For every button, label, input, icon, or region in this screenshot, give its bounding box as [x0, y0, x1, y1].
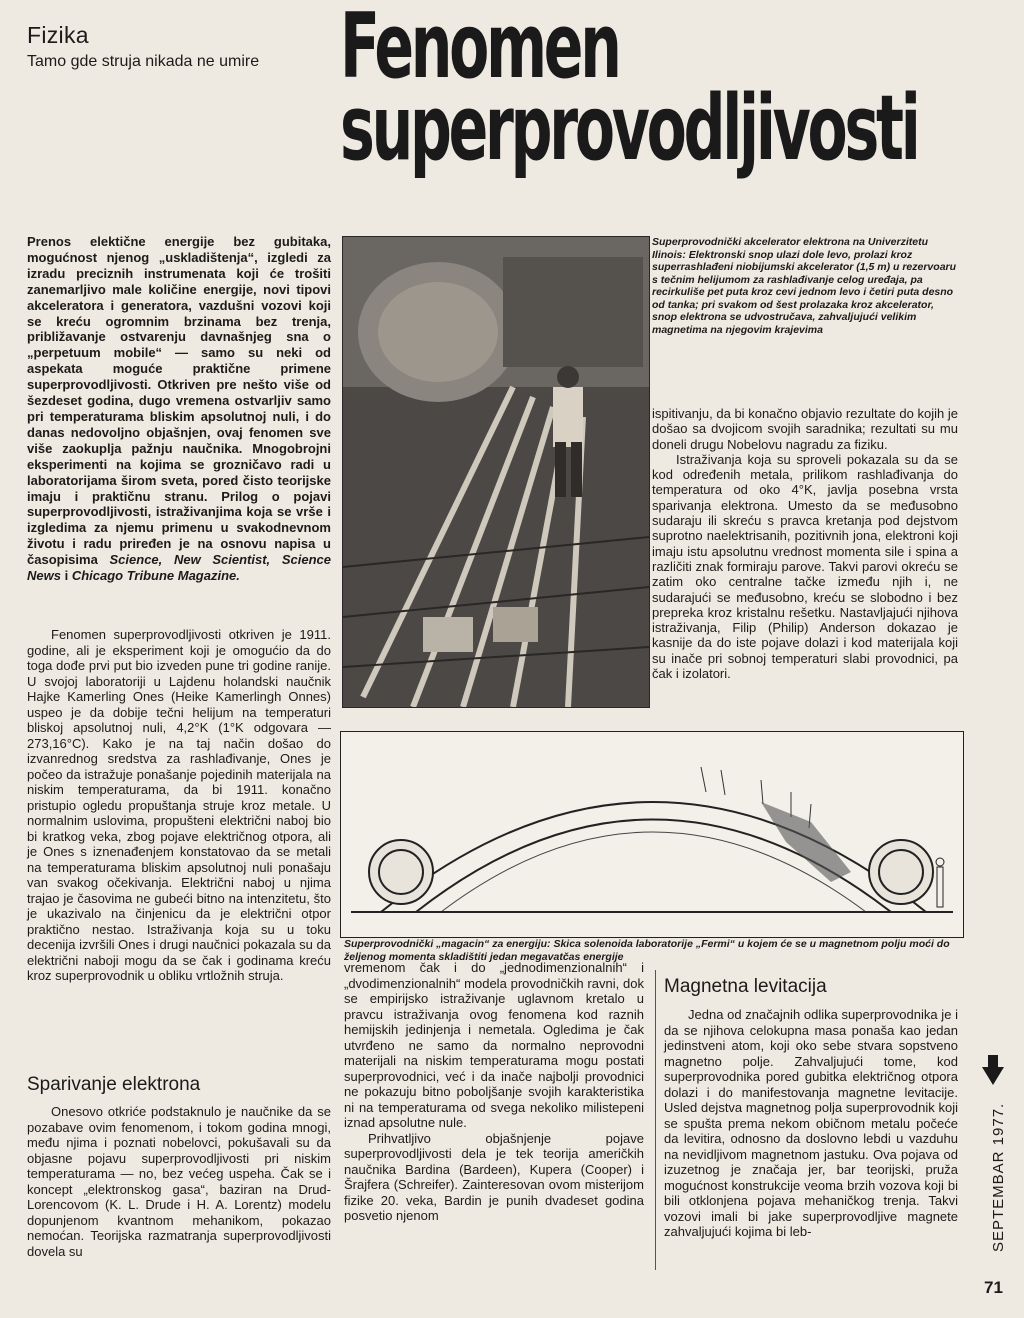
page-number: 71 [984, 1278, 1003, 1297]
headline-line-1: Fenomen [340, 0, 619, 99]
body-paragraph: Prihvatljivo objašnjenje pojave superprovodljivosti dela je tek teorija američkih naučnika Bardina (Bardeen), Kupera (Cooper) i Šrajfera (Schreifer). Zainteresovan ovom misterijom fizike 20. veka, Bardin je punih dvadeset godina posvetio njenom [344, 1130, 644, 1223]
subhead-sparivanje: Sparivanje elektrona [27, 1074, 201, 1095]
headline-line-2: superprovodljivosti [340, 76, 918, 181]
body-paragraph: ispitivanju, da bi konačno objavio rezultate do kojih je došao sa dvojicom svojih saradnika; rezultati su mu doneli drugu Nobelovu nagradu za fiziku. [652, 406, 958, 452]
body-paragraph: Jedna od značajnih odlika superprovodnika je i da se njihova celokupna masa ponaša kao jedan jedinstveni atom, koji oko sebe stvara sopstveno magnetno polje. Zahvaljujući tome, kod superprovodnika pored gubitka električnog otpora dolazi i do manifestovanja magnetne levitacije. Usled dejstva magnetnog polja superprovodnik koji se spušta prema nekom običnom metalu počeće da levitira, odnosno da doslovno lebdi u vazduhu na nevidljivom magnetnom jastuku. Ova pojava od izuzetnog je značaja jer, bar teorijski, pruža mogućnost konstrukcije veoma brzih vozova koji bi bili otklonjena pojava mehaničkog trenja. Takvi vozovi imali bi jake superprovodljive magnete zahvaljujući kojima bi leb- [664, 1007, 958, 1239]
solenoid-diagram [340, 731, 964, 938]
subhead-magnetna: Magnetna levitacija [664, 976, 827, 997]
body-sparivanje [27, 1104, 331, 1259]
body-paragraph: Istraživanja koja su sproveli pokazala su da se kod određenih metala, prilikom rashlađivanja do temperatura od oko 4°K, javlja posebna vrsta sparivanja elektrona. Umesto da se međusobno sudaraju ili skreću s pravca kretanja pod dejstvom suprotno naelektrisanih, pozitivnih jona, elektroni koji imaju istu apsolutnu vrednost momenta sile i spina a različiti znak formiraju parove. Takvi parovi okreću se zatim oko centralne tačke između njih i, ne sudarajući se međusobno, kreću se slobodno i bez prepreka kroz kristalnu rešetku. Nastavljajući njihova istraživanja, Filip (Philip) Anderson dokazao je kasnije da do iste pojave dolazi i kod materijala koji su inače pri sobnoj temperaturi slabi provodnici, pa čak i izolatori. [652, 451, 958, 682]
body-paragraph: vremenom čak i do „jednodimenzionalnih“ i „dvodimenzionalnih“ modela provodničkih ravni, dok se empirijsko istraživanje uglavnom kretalo u pravcu istraživanja ovog fenomena kod raznih hemijskih jedinjenja i nemetala. Ogledima je čak utvrđeno ne samo da normalno neprovodni materijali na niskim temperaturama mogu postati superprovodnici, već i da inače najbolji provodnici ne pokazuju bitno poboljšanje svojih karakteristika ni na temperaturama od svega nekoliko milistepeni iznad apsolutne nule. [344, 960, 644, 1130]
issue-date-text: SEPTEMBAR 1977. [990, 1102, 1007, 1252]
solenoid-diagram-image [341, 732, 963, 937]
body-paragraph: Fenomen superprovodljivosti otkriven je 1911. godine, ali je eksperiment koji je omogućio da do toga dođe prvi put bio izveden pune tri godine ranije. U svojoj laboratoriji u Lajdenu holandski naučnik Hajke Kamerling Ones (Heike Kamerlingh Onnes) uspeo je da dobije tečni helijum na temperaturi bliskoj apsolutnoj nuli, 4,2°K (1°K odgovara — 273,16°C). Kako je na taj način došao do izvanrednog sredstva za rashlađivanje, Ones je počeo da istražuje ponašanje pojedinih materijala na niskim temperaturama, da bi 1911. konačno pristupio ogledu propuštanja struje kroz metale. U normalnim uslovima, propušteni električni naboj bio bi kratkog veka, zbog pojave električnog otpora, ali je Ones s iznenađenjem konstatovao da se metali na temperaturama bliskim apsolutnoj nuli ponašaju van svakog očekivanja. Električni naboj u njima trajao je časovima ne gubeći bitno na intenzitetu, što je ukazivalo na činjenicu da je električni otpor praktično nestao. Istraživanja koja su u toku decenija izvršili Ones i drugi naučnici pokazala su da električni naboji mogu da se čak i godinama kreću kroz superprovodnik u obliku vrtložnih struja. [27, 627, 331, 983]
body-middle [344, 960, 644, 1224]
intro-source-last: Chicago Tribune Magazine. [71, 568, 240, 584]
intro-paragraph [27, 234, 331, 584]
body-right [652, 406, 958, 681]
accelerator-photo-image [343, 237, 649, 707]
intro-and: i [60, 568, 72, 584]
kicker: Tamo gde struja nikada ne umire [27, 53, 260, 70]
diagram-caption: Superprovodnički „magacin“ za energiju: Skica solenoida laboratorije „Fermi“ u kojem će se u magnetnom polju moći do željenog momenta skladištiti jedan megavatčas energije [344, 938, 950, 963]
intro-sources: Science, New Scientist, Science News [27, 552, 331, 584]
body-left [27, 627, 331, 984]
column-rule [655, 970, 656, 1270]
intro-text: Prenos elektične energije bez gubitaka, mogućnost njenog „uskladištenja“, izgledi za izradu preciznih instrumenata koji će trošiti zanemarljivo male količine energije, novi tipovi akceleratora i generatora, vazdušni vozovi koji se kreću ogromnim brzinama bez trenja, približavanje ostvarenju davnašnjeg sna o „perpetuum mobile“ — samo su neki od aspekata moguće praktične primene superprovodljivosti. Otkriven pre nešto više od šezdeset godina, dugo vremena ostvarljiv samo pri temperaturama bliskim apsolutnoj nuli, i do danas nedovoljno objašnjen, ovaj fenomen sve više zaokuplja pažnju naučnika. Mnogobrojni eksperimenti na kojima se grozničavo radi u laboratorijama širom sveta, pored čisto teorijske imaju i praktičnu stranu. Prilog o pojavi superprovodljivosti, istraživanjima koja se vrše i izgledima za njemu primenu u svakodnevnom životu i radu priređen je na osnovu napisa u časopisima [27, 234, 331, 568]
headline [340, 0, 918, 181]
section-label: Fizika [27, 22, 89, 48]
photo-caption: Superprovodnički akcelerator elektrona na Univerzitetu Ilinois: Elektronski snop ulazi dole levo, prolazi kroz superrashlađeni niobijumski akcelerator (1,5 m) u rezervoaru s tečnim helijumom za rashlađivanje celog uređaja, pa recirkuliše pet puta kroz cevi jednom levo i četiri puta desno od tanka; pri svakom od šest prolazaka kroz akcelerator, snop elektrona se udvostručava, zahvaljujući velikim magnetima na njegovim krajevima [652, 236, 957, 336]
body-paragraph: Onesovo otkriće podstaknulo je naučnike da se pozabave ovim fenomenom, i tokom godina mnogi, među njima i poznati nobelovci, pokušavali su da objasne pojavu superprovodljivosti pri niskim temperaturama — no, bez većeg uspeha. Čak se i koncept „elektronskog gasa“, baziran na Drud-Lorencovom (K. L. Drude i H. A. Lorentz) modelu dopunjenom kvantnom mehanikom, pokazao nemoćan. Teorijska razmatranja superprovodljivosti dovela su [27, 1104, 331, 1259]
body-magnetna [664, 1007, 958, 1240]
accelerator-photo [342, 236, 650, 708]
issue-date [962, 1052, 1022, 1272]
